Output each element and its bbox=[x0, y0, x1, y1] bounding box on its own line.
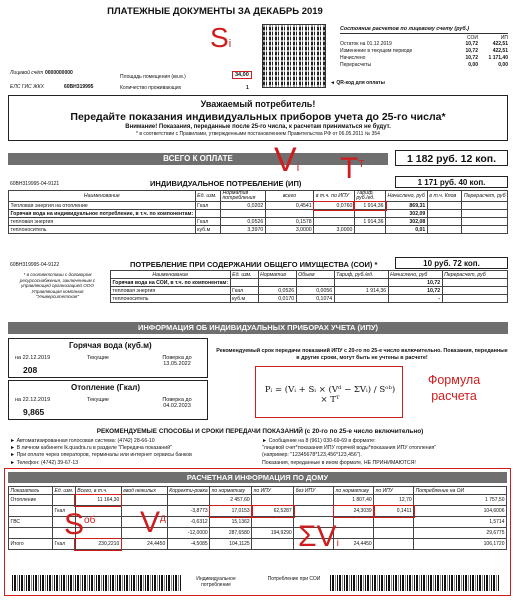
row-accrued: 10,72 bbox=[388, 287, 442, 295]
ind-h-unit: Ед. изм. bbox=[195, 191, 220, 202]
row-name: Горячая вода на индивидуальное потребление, в т.ч. по компонентам: bbox=[10, 210, 194, 217]
row-volume: 0,1074 bbox=[296, 295, 334, 303]
row-accrued: 302,09 bbox=[386, 210, 428, 218]
calc-c4: 17,0153 bbox=[210, 506, 252, 517]
calc-c8 bbox=[374, 517, 414, 528]
row-volume bbox=[296, 279, 334, 287]
calc-c5: 62,5287 bbox=[252, 506, 294, 517]
recommended-period: Рекомендуемый срок передачи показаний ИПУ с 20-го по 25-е число включительно. Показания, переданные в другие сроки, могут быть не учтены в расчете! bbox=[216, 348, 508, 361]
state-ip: 422,51 bbox=[492, 48, 508, 54]
row-recalc bbox=[462, 210, 508, 218]
row-unit: Гкал bbox=[230, 287, 258, 295]
calc-c6 bbox=[294, 495, 334, 506]
table-row bbox=[9, 226, 508, 234]
common-side-note: * в соответствии с договором ресурсоснабжения, заключенным с управляющей организацией ООО Управляющая компания "Университетская" bbox=[19, 272, 96, 300]
notice-box bbox=[8, 95, 508, 141]
account-state bbox=[340, 26, 508, 69]
hot-water-check: Поверка до 13.05.2022 bbox=[162, 355, 192, 367]
footer-right-caption: Потребление при СОИ bbox=[267, 576, 321, 582]
state-soi: 10,72 bbox=[465, 41, 478, 47]
row-unit: куб.м bbox=[230, 295, 258, 303]
methods-right bbox=[262, 438, 508, 467]
calc-c9: 104,6006 bbox=[414, 506, 507, 517]
row-total: 0,1578 bbox=[265, 218, 313, 226]
method-item: ► При оплате через операторов, терминалы или интернет сервисы банков bbox=[10, 452, 192, 459]
hot-water-current: Текущие bbox=[87, 355, 109, 361]
payment-qr-code bbox=[262, 24, 326, 88]
table-row bbox=[111, 287, 508, 295]
methods-left bbox=[10, 438, 250, 467]
residents-value: 1 bbox=[246, 85, 249, 91]
barcode-soi bbox=[330, 575, 500, 591]
calc-c8: 12,70 bbox=[374, 495, 414, 506]
calc-c6 bbox=[294, 506, 334, 517]
hot-water-value: 208 bbox=[23, 365, 38, 375]
ind-h-total: всего bbox=[265, 191, 313, 202]
method-item: (например: "12345678*123,456*123,456"). bbox=[262, 452, 362, 459]
row-unit: куб.м bbox=[195, 226, 220, 234]
account-label: Лицевой счёт bbox=[10, 70, 44, 76]
footer-left-caption: Индивидуальное потребление bbox=[196, 576, 236, 588]
heating-value: 9,865 bbox=[23, 407, 45, 417]
common-title: ПОТРЕБЛЕНИЕ ПРИ СОДЕРЖАНИИ ОБЩЕГО ИМУЩЕСТВА (СОИ) * bbox=[130, 260, 378, 269]
methods-title: РЕКОМЕНДУЕМЫЕ СПОСОБЫ И СРОКИ ПЕРЕДАЧИ ПОКАЗАНИЙ (с 20-го по 25-е число включительно) bbox=[96, 428, 424, 435]
row-ipu bbox=[314, 218, 355, 226]
individual-code: 60ВН319995-04-9121 bbox=[10, 181, 60, 187]
formula-label: Формула расчета bbox=[427, 373, 481, 403]
state-label: Изменение в текущем периоде bbox=[340, 48, 413, 54]
row-tariff: 1 914,36 bbox=[354, 202, 385, 210]
soi-h-recalc: Перерасчет, руб bbox=[442, 271, 507, 279]
calc-c4: 287,6580 bbox=[210, 528, 252, 539]
row-recalc bbox=[462, 202, 508, 210]
notice-footnote: * в соответствии с Правилами, утвержденными постановлением Правительства РФ от 06.05.2011 № 354 bbox=[136, 131, 380, 137]
account-state-row bbox=[340, 55, 508, 62]
account-state-row bbox=[340, 41, 508, 48]
state-soi: 10,72 bbox=[465, 55, 478, 61]
row-accrued: 869,31 bbox=[386, 202, 428, 210]
row-tariff: 1 914,36 bbox=[354, 218, 385, 226]
calc-c7: 1 807,40 bbox=[334, 495, 374, 506]
row-accrued: - bbox=[388, 295, 442, 303]
soi-h-tariff: Тариф, руб./ед. bbox=[334, 271, 388, 279]
method-item: ► Телефон: (4742) 39-67-13 bbox=[10, 459, 79, 466]
heating-current: Текущие bbox=[87, 397, 109, 403]
row-unit: Гкал bbox=[53, 506, 76, 517]
row-recalc bbox=[442, 279, 507, 287]
row-recalc bbox=[442, 295, 507, 303]
method-item: Показания, переданные в ином формате, НЕ ПРИНИМАЮТСЯ! bbox=[262, 459, 416, 466]
row-ipu: 0,0760 bbox=[314, 202, 355, 210]
qr-caption: ◄ QR-код для оплаты bbox=[330, 80, 385, 86]
method-item: ► Сообщение на 8 (961) 030-69-69 в формате: bbox=[262, 438, 376, 444]
row-norm: 3,3970 bbox=[220, 226, 265, 234]
calc-c5: 194,9290 bbox=[252, 528, 294, 539]
row-name: Горячая вода на СОИ, в т.ч. по компонентам: bbox=[112, 279, 229, 286]
formula-text: Pᵢ = (Vᵢ + Sᵢ × (Vᵈ − ΣVᵢ) / Sᵒᵇ) × Tᵀ bbox=[264, 385, 396, 405]
s-ob-marker: $S^{об}$ bbox=[64, 508, 96, 541]
row-volume: 0,0056 bbox=[296, 287, 334, 295]
state-label: Начислено bbox=[340, 55, 366, 61]
row-norm bbox=[258, 279, 296, 287]
row-unit bbox=[230, 279, 258, 287]
row-ipu: 3,0000 bbox=[314, 226, 355, 234]
calc-h-corr: Корректи-ровка bbox=[169, 487, 208, 494]
row-unit: Гкал bbox=[195, 218, 220, 226]
row-indicator bbox=[9, 528, 53, 539]
row-norm bbox=[220, 210, 265, 218]
calc-c3: -12,0000 bbox=[167, 528, 209, 539]
calc-c4: 104,1125 bbox=[210, 539, 252, 550]
calc-c3: -3,8773 bbox=[167, 506, 209, 517]
calc-h-nonres-noipu: без ИПУ bbox=[294, 487, 334, 495]
method-item: ► Автоматизированная голосовая система: (4742) 28-66-10 bbox=[10, 438, 155, 444]
calc-h-res-norm: по нормативу bbox=[210, 487, 252, 495]
ind-h-k: в т.ч. Кпов bbox=[427, 191, 462, 202]
ind-h-accrued: Начислено, руб bbox=[386, 191, 428, 202]
row-norm: 0,0526 bbox=[258, 287, 296, 295]
calc-c7 bbox=[334, 517, 374, 528]
t-t-marker: $T^T$ bbox=[340, 152, 365, 185]
row-name: тепловая энергия bbox=[9, 218, 196, 226]
state-label: Перерасчеты bbox=[340, 62, 372, 68]
individual-amount: 1 171 руб. 40 коп. bbox=[395, 176, 508, 188]
calc-h-odpu-input: ввод нежилых bbox=[121, 487, 167, 495]
table-row bbox=[9, 210, 508, 218]
row-ipu bbox=[314, 210, 355, 218]
table-row bbox=[9, 202, 508, 210]
row-norm: 0,0170 bbox=[258, 295, 296, 303]
common-table bbox=[110, 270, 508, 303]
individual-title: ИНДИВИДУАЛЬНОЕ ПОТРЕБЛЕНИЕ (ИП) bbox=[150, 179, 302, 188]
total-amount: 1 182 руб. 12 коп. bbox=[395, 150, 508, 166]
account-state-row bbox=[340, 48, 508, 55]
area-label: Площадь помещения (кв.м.) bbox=[120, 74, 186, 80]
calc-c3: -0,6312 bbox=[167, 517, 209, 528]
row-indicator bbox=[9, 506, 53, 517]
calc-c9: 106,1720 bbox=[414, 539, 507, 550]
row-tariff bbox=[334, 295, 388, 303]
row-accrued: 302,08 bbox=[386, 218, 428, 226]
soi-h-volume: Объем bbox=[296, 271, 334, 279]
calc-c5 bbox=[252, 495, 294, 506]
ind-h-recalc: Перерасчет, руб bbox=[462, 191, 508, 202]
common-code: 60ВН319995-04-9122 bbox=[10, 262, 60, 268]
soi-h-unit: Ед. изм. bbox=[230, 271, 258, 279]
row-k bbox=[427, 202, 462, 210]
state-soi: 10,72 bbox=[465, 48, 478, 54]
col-ip: ИП bbox=[500, 35, 508, 41]
notice-headline: Передайте показания индивидуальных приборов учета до 25-го числа* bbox=[70, 111, 446, 123]
row-tariff bbox=[334, 279, 388, 287]
heating-check: Поверка до 04.02.2023 bbox=[162, 397, 192, 409]
table-row bbox=[111, 295, 508, 303]
calc-c9: 1 757,50 bbox=[414, 495, 507, 506]
row-name: теплоноситель bbox=[111, 295, 231, 303]
calc-c5 bbox=[252, 517, 294, 528]
calc-c7: 24,3039 bbox=[334, 506, 374, 517]
calc-c1: 230,2210 bbox=[75, 539, 121, 550]
ind-h-name: Наименование bbox=[9, 191, 196, 202]
state-ip: 1 171,40 bbox=[488, 55, 508, 61]
row-tariff bbox=[354, 226, 385, 234]
row-tariff: 1 914,36 bbox=[334, 287, 388, 295]
heating-meter bbox=[8, 380, 208, 420]
calc-c7: 24,4450 bbox=[334, 539, 374, 550]
ind-h-norm: Норматив потребления bbox=[220, 191, 265, 202]
residents-label: Количество проживающих bbox=[120, 85, 182, 91]
soi-h-name: Наименование bbox=[111, 271, 231, 279]
formula-box bbox=[255, 366, 403, 418]
row-recalc bbox=[462, 226, 508, 234]
calc-c8 bbox=[374, 539, 414, 550]
method-item: ► В личном кабинете lk.quadra.ru в разделе "Передача показаний" bbox=[10, 445, 172, 452]
soi-h-accrued: Начислено, руб bbox=[388, 271, 442, 279]
notice-warning: Внимание! Показания, переданные после 25-го числа, к расчетам приниматься не будут. bbox=[125, 124, 391, 130]
calc-h-odpu-total: Всего, в т.ч. bbox=[75, 487, 121, 495]
common-amount: 10 руб. 72 коп. bbox=[395, 257, 508, 269]
document-title: ПЛАТЕЖНЫЕ ДОКУМЕНТЫ ЗА ДЕКАБРЬ 2019 bbox=[107, 6, 323, 17]
row-k bbox=[427, 226, 462, 234]
method-item: "лицевой счет*показания ИПУ горячей воды*показания ИПУ отопления" bbox=[262, 445, 437, 452]
calc-c7 bbox=[334, 528, 374, 539]
heating-date: на 22.12.2019 bbox=[15, 397, 51, 403]
calc-c9: 29,6775 bbox=[414, 528, 507, 539]
calc-c3 bbox=[167, 495, 209, 506]
heating-title: Отопление (Гкал) bbox=[71, 383, 140, 392]
row-total: 3,0000 bbox=[265, 226, 313, 234]
calc-h-res-ipu: по ИПУ bbox=[252, 487, 294, 495]
row-recalc bbox=[442, 287, 507, 295]
row-unit bbox=[53, 495, 76, 506]
soi-h-norm: Норматив bbox=[258, 271, 296, 279]
calc-c4: 15,1362 bbox=[210, 517, 252, 528]
row-k bbox=[427, 210, 462, 218]
calc-c8 bbox=[374, 528, 414, 539]
hot-water-date: на 22.12.2019 bbox=[15, 355, 51, 361]
calc-h-oi: Потребление на ОИ bbox=[414, 487, 507, 495]
notice-greeting: Уважаемый потребитель! bbox=[200, 99, 316, 109]
calc-c4: 2 457,60 bbox=[210, 495, 252, 506]
row-norm: 0,0202 bbox=[220, 202, 265, 210]
row-indicator: Отопление bbox=[9, 495, 53, 506]
els-value: 60ВН319995 bbox=[64, 84, 94, 90]
calc-h-indicator: Показатель bbox=[9, 487, 53, 495]
individual-table bbox=[8, 190, 508, 234]
state-soi: 0,00 bbox=[468, 62, 478, 68]
table-row bbox=[111, 279, 508, 287]
calc-h-unit: Ед. изм. bbox=[54, 487, 74, 494]
col-soi: СОИ bbox=[467, 35, 478, 41]
row-recalc bbox=[462, 218, 508, 226]
row-k bbox=[427, 218, 462, 226]
s-i-marker: Si bbox=[210, 22, 232, 53]
row-unit bbox=[195, 210, 220, 218]
row-unit: Гкал bbox=[195, 202, 220, 210]
calc-bar: РАСЧЕТНАЯ ИНФОРМАЦИЯ ПО ДОМУ bbox=[8, 472, 507, 483]
account-state-row bbox=[340, 62, 508, 69]
row-total bbox=[265, 210, 313, 218]
total-bar: ВСЕГО К ОПЛАТЕ bbox=[8, 153, 388, 165]
sum-v-i-marker: ΣVi bbox=[298, 520, 339, 553]
row-norm: 0,0526 bbox=[220, 218, 265, 226]
calc-c1: 11 164,30 bbox=[75, 495, 121, 506]
table-row bbox=[9, 218, 508, 226]
row-accrued: 0,01 bbox=[386, 226, 428, 234]
account-value: 0000000000 bbox=[45, 70, 73, 76]
row-indicator: Итого bbox=[9, 539, 53, 550]
state-ip: 422,51 bbox=[492, 41, 508, 47]
calc-c2: 24,4450 bbox=[121, 539, 167, 550]
ipu-info-bar: ИНФОРМАЦИЯ ОБ ИНДИВИДУАЛЬНЫХ ПРИБОРАХ УЧЕТА (ИПУ) bbox=[8, 322, 508, 334]
calc-c5 bbox=[252, 539, 294, 550]
state-label: Остаток на 01.12.2019 bbox=[340, 41, 392, 47]
v-d-marker: $V^д$ bbox=[140, 506, 166, 539]
calc-c3: -4,5085 bbox=[167, 539, 209, 550]
v-i-marker: Vi bbox=[274, 141, 300, 179]
calc-h-nonres-ipu: по ИПУ bbox=[374, 487, 414, 495]
els-label: ЕЛС ГИС ЖКХ bbox=[10, 84, 44, 90]
barcode-individual bbox=[12, 575, 182, 591]
hot-water-meter bbox=[8, 338, 208, 378]
area-value: 34,00 bbox=[232, 71, 252, 79]
row-total: 0,4541 bbox=[265, 202, 313, 210]
hot-water-title: Горячая вода (куб.м) bbox=[69, 341, 152, 350]
row-name: теплоноситель bbox=[9, 226, 196, 234]
row-unit: Гкал bbox=[53, 539, 76, 550]
calc-c8: 0,1411 bbox=[374, 506, 414, 517]
row-indicator: ГВС bbox=[9, 517, 53, 528]
account-state-title: Состояние расчетов по лицевому счету (руб.) bbox=[340, 26, 508, 34]
row-accrued: 10,72 bbox=[388, 279, 442, 287]
row-name: тепловая энергия bbox=[111, 287, 231, 295]
ind-h-ipu: в т.ч. по ИПУ bbox=[314, 191, 355, 202]
row-name: Тепловая энергия на отопление bbox=[9, 202, 196, 210]
calc-c9: 1,5714 bbox=[414, 517, 507, 528]
state-ip: 0,00 bbox=[498, 62, 508, 68]
calc-h-nonres-norm: по нормативу bbox=[334, 487, 374, 495]
ind-h-tariff: Тариф, руб./ед. bbox=[354, 191, 385, 202]
row-tariff bbox=[354, 210, 385, 218]
table-row bbox=[9, 495, 507, 506]
